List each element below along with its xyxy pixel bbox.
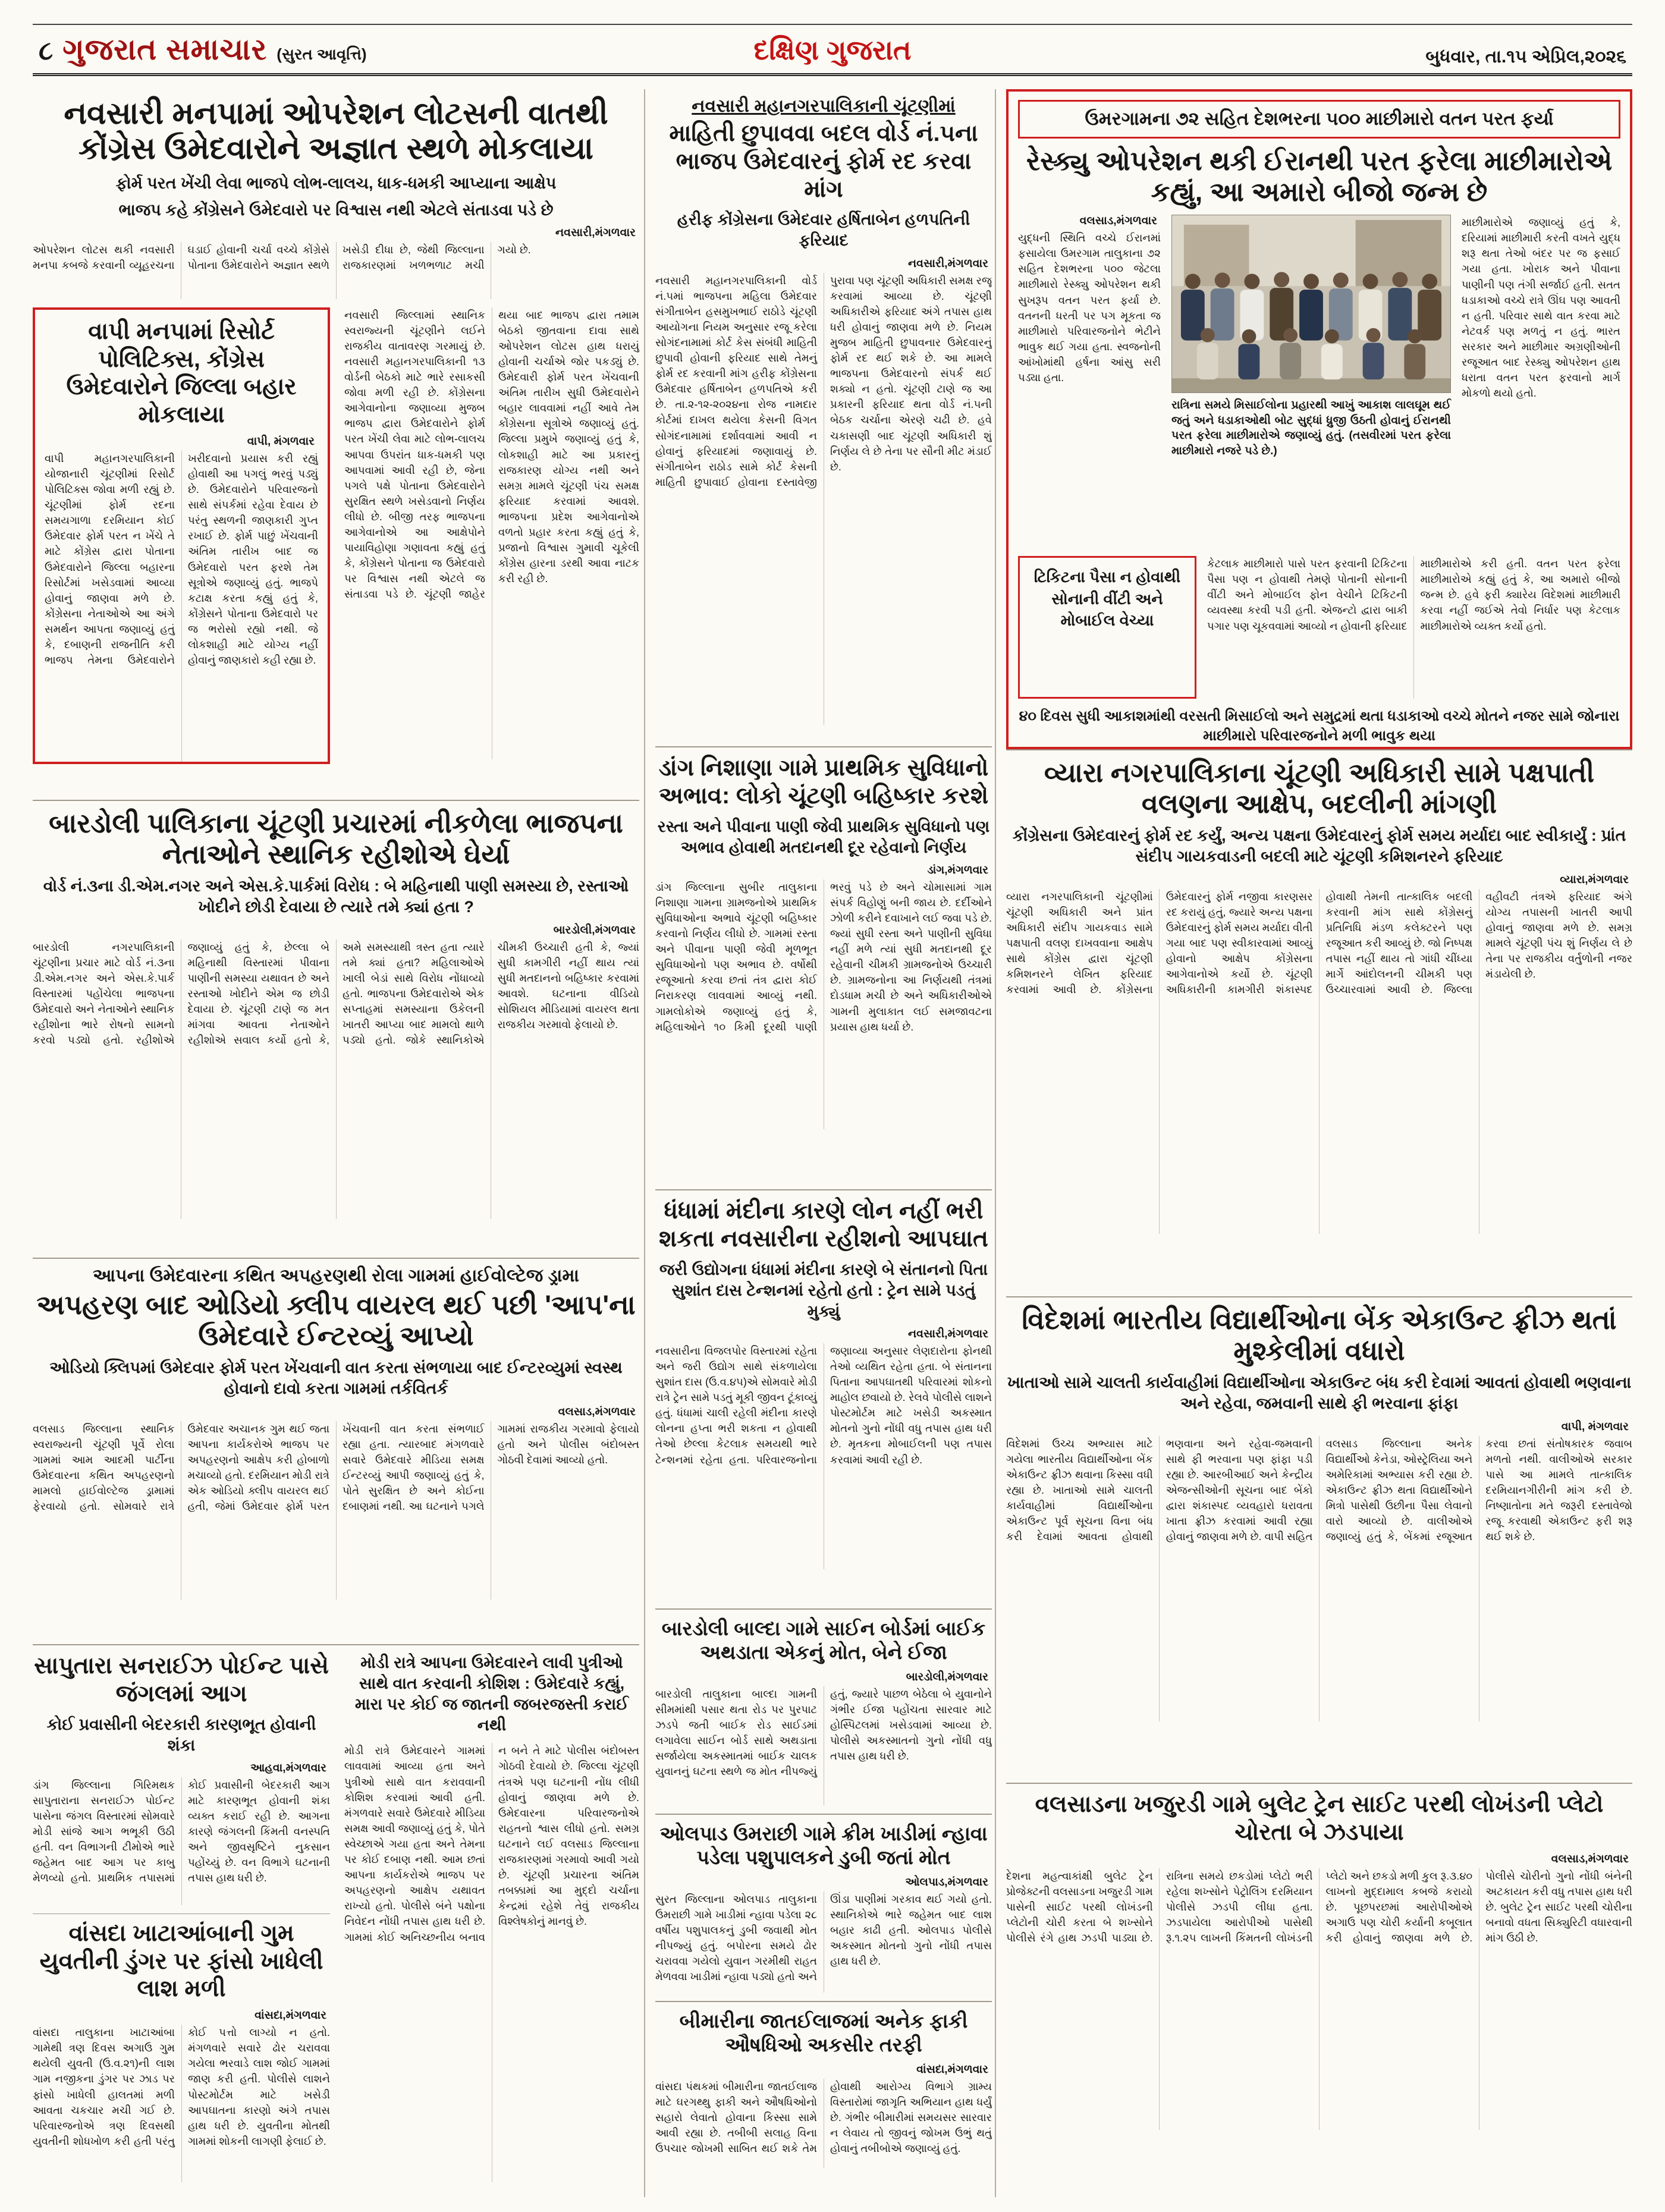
kicker: નવસારી મહાનગરપાલિકાની ચૂંટણીમાં xyxy=(692,96,956,116)
left-bottom-row xyxy=(33,1644,639,2182)
subhead: ખાતાઓ સામે ચાલતી કાર્યવાહીમાં વિદ્યાર્થીઓના એકાઉન્ટ બંધ કરી દેવામાં આવતાં હોવાથી ભણવાના અને રહેવા, જમવાની સાથે ફી ભરવાના ફાંફા xyxy=(1007,1374,1632,1413)
subhead: મોડી રાત્રે આપના ઉમેદવારને લાવી પુત્રીઓ સાથે વાત કરવાની કોશિશ : ઉમેદવારે કહ્યું, મારા પર કોઈ જ જાતની જબરજસ્તી કરાઈ નથી xyxy=(354,1654,629,1735)
headline: સાપુતારા સનરાઈઝ પોઈન્ટ પાસે જંગલમાં આગ xyxy=(34,1653,329,1707)
article-body: વાંસદા તાલુકાના ખાટાઆંબા ગામેથી ત્રણ દિવસ અગાઉ ગુમ થયેલી યુવતી (ઉ.વ.૨૧)ની લાશ ગામ નજીકના ડુંગર પર ઝાડ પર ફાંસો ખાધેલી હાલતમાં મળી આવતા ચકચાર મચી ગઈ છે. પરિવારજનોએ ત્રણ દિવસથી યુવતીની શોધખોળ કરી હતી પરંતુ કોઈ પત્તો લાગ્યો ન હતો. મંગળવારે સવારે ઢોર ચરાવવા ગયેલા ભરવાડે લાશ જોઈ ગામમાં જાણ કરી હતી. પોલીસે લાશને પોસ્ટમોર્ટમ માટે ખસેડી આપઘાતના કારણો અંગે તપાસ હાથ ધરી છે. યુવતીના મોતથી ગામમાં શોકની લાગણી ફેલાઈ છે. xyxy=(33,2026,330,2147)
article-navsari-suicide xyxy=(655,1189,992,1608)
dateline: વાપી, મંગળવાર xyxy=(1561,1420,1629,1433)
headline: વાપી મનપામાં રિસોર્ટ પોલિટિક્સ, કોંગ્રેસ ઉમેદવારોને જિલ્લા બહાર મોકલાયા xyxy=(66,318,297,428)
subhead: વોર્ડ નં.૩ના ડી.એમ.નગર અને એસ.કે.પાર્કમાં વિરોધ : બે મહિનાથી પાણી સમસ્યા છે, રસ્તાઓ ખોદીને છોડી દેવાયા છે ત્યારે તમે ક્યાં હતા ? xyxy=(43,877,629,916)
subhead: રસ્તા અને પીવાના પાણી જેવી પ્રાથમિક સુવિધાનો પણ અભાવ હોવાથી મતદાનથી દૂર રહેવાનો નિર્ણય xyxy=(657,817,990,856)
subhead: ભાજપ કહે કોંગ્રેસને ઉમેદવારો પર વિશ્વાસ નથી એટલે સંતાડવા પડે છે xyxy=(118,200,554,219)
dateline: વાપી, મંગળવાર xyxy=(247,435,315,448)
article-body: કેટલાક માછીમારો પાસે પરત ફરવાની ટિકિટના પૈસા પણ ન હોવાથી તેમણે પોતાની સોનાની વીંટી અને મોબાઈલ ફોન વેચીને ટિકિટની વ્યવસ્થા કરવી પડી હતી. એજન્ટો દ્વારા બાકી પગાર પણ ચૂકવવામાં આવ્યો ન હોવાની ફરિયાદ માછીમારોએ કરી હતી. વતન પરત ફરેલા માછીમારોએ કહ્યું હતું કે, આ અમારો બીજો જન્મ છે. હવે ફરી ક્યારેય વિદેશમાં માછીમારી કરવા નહીં જઈએ તેવો નિર્ધાર પણ કેટલાક માછીમારોએ વ્યક્ત કર્યો હતો. xyxy=(1207,558,1620,632)
article-body: યુદ્ધની સ્થિતિ વચ્ચે ઈરાનમાં ફસાયેલા ઉમરગામ તાલુકાના ૭૨ સહિત દેશભરના ૫૦૦ જેટલા માછીમારો રેસ્ક્યુ ઓપરેશન થકી સુખરૂપ વતન પરત ફર્યા છે. વતનની ધરતી પર પગ મૂકતા જ માછીમારો પરિવારજનોને ભેટીને ભાવુક થઈ ગયા હતા. સ્વજનોની આંખોમાંથી હર્ષના આંસુ સરી પડ્યા હતા. xyxy=(1018,232,1161,384)
right-band xyxy=(1006,89,1632,2197)
article-olpad-drowning xyxy=(655,1814,992,2001)
article-body: માછીમારોએ જણાવ્યું હતું કે, દરિયામાં માછીમારી કરતી વખતે યુદ્ધ શરૂ થતા તેઓ બંદર પર જ ફસાઈ ગયા હતા. ખોરાક અને પીવાના પાણીની પણ તંગી સર્જાઈ હતી. સતત ધડાકાઓ વચ્ચે રાત્રે ઊંઘ પણ આવતી ન હતી. પરિવાર સાથે વાત કરવા માટે નેટવર્ક પણ મળતું ન હતું. ભારત સરકાર અને માછીમાર અગ્રણીઓની રજૂઆત બાદ રેસ્ક્યુ ઓપરેશન હાથ ધરાતા વતન પરત ફરવાનો માર્ગ મોકળો થયો હતો. xyxy=(1462,216,1620,400)
headline: બારડોલી પાલિકાના ચૂંટણી પ્રચારમાં નીકળેલા ભાજપના નેતાઓને સ્થાનિક રહીશોએ ઘેર્યા xyxy=(49,808,623,870)
headline: વલસાડના ખજુરડી ગામે બુલેટ ટ્રેન સાઈટ પરથી લોખંડની પ્લેટો ચોરતા બે ઝડપાયા xyxy=(1035,1792,1604,1845)
pull-quote: ટિકિટના પૈસા ન હોવાથી સોનાની વીંટી અને મોબાઈલ વેચ્યા xyxy=(1018,556,1196,699)
subhead: ફોર્મ પરત ખેંચી લેવા ભાજપે લોભ-લાલચ, ધાક-ધમકી આપ્યાના આક્ષેપ xyxy=(115,174,557,192)
article-body: વિદેશમાં ઉચ્ચ અભ્યાસ માટે ગયેલા ભારતીય વિદ્યાર્થીઓના બેંક એકાઉન્ટ ફ્રીઝ થવાના કિસ્સા વધી રહ્યા છે. ખાતાઓ સામે ચાલતી કાર્યવાહીમાં વિદ્યાર્થીઓના એકાઉન્ટ પૂર્વ સૂચના વિના બંધ કરી દેવામાં આવતા હોવાથી ભણવાના અને રહેવા-જમવાની સાથે ફી ભરવાના પણ ફાંફા પડી રહ્યા છે. આરબીઆઈ અને કેન્દ્રીય એજન્સીઓની સૂચના બાદ બેંકો દ્વારા શંકાસ્પદ વ્યવહારો ધરાવતા ખાતા ફ્રીઝ કરવામાં આવી રહ્યા હોવાનું જાણવા મળે છે. વાપી સહિત વલસાડ જિલ્લાના અનેક વિદ્યાર્થીઓ કેનેડા, ઓસ્ટ્રેલિયા અને અમેરિકામાં અભ્યાસ કરી રહ્યા છે. એકાઉન્ટ ફ્રીઝ થતા વિદ્યાર્થીઓને મિત્રો પાસેથી ઉછીના પૈસા લેવાનો વારો આવ્યો છે. વાલીઓએ જણાવ્યું હતું કે, બેંકમાં રજૂઆત કરવા છતાં સંતોષકારક જવાબ મળતો નથી. વાલીઓએ સરકાર પાસે આ મામલે તાત્કાલિક દરમિયાનગીરીની માંગ કરી છે. નિષ્ણાતોના મતે જરૂરી દસ્તાવેજો રજૂ કરવાથી એકાઉન્ટ ફરી શરૂ થઈ શકે છે. xyxy=(1006,1437,1632,1543)
dateline: વલસાડ,મંગળવાર xyxy=(1079,215,1157,228)
article-body: ડાંગ જિલ્લાના સુબીર તાલુકાના નિશાણા ગામના ગ્રામજનોએ પ્રાથમિક સુવિધાઓના અભાવે ચૂંટણી બહિષ્કાર કરવાનો નિર્ણય લીધો છે. ગામમાં રસ્તા અને પીવાના પાણી જેવી મૂળભૂત સુવિધાઓનો પણ અભાવ છે. વર્ષોથી રજૂઆતો કરવા છતાં તંત્ર દ્વારા કોઈ નિરાકરણ લાવવામાં આવ્યું નથી. ગામલોકોએ જણાવ્યું હતું કે, મહિલાઓને ૧૦ કિમી દૂરથી પાણી ભરવું પડે છે અને ચોમાસામાં ગામ સંપર્ક વિહોણું બની જાય છે. દર્દીઓને ઝોળી કરીને દવાખાને લઈ જવા પડે છે. જ્યાં સુધી રસ્તા અને પાણીની સુવિધા નહીં મળે ત્યાં સુધી મતદાનથી દૂર રહેવાની ચીમકી ગ્રામજનોએ ઉચ્ચારી છે. ગ્રામજનોના આ નિર્ણયથી તંત્રમાં દોડધામ મચી છે અને અધિકારીઓએ ગામની મુલાકાત લઈ સમજાવટના પ્રયાસ હાથ ધર્યા છે. xyxy=(655,881,992,1033)
article-bardoli-protest xyxy=(33,800,639,1258)
bold-summary-line: ૪૦ દિવસ સુધી આકાશમાંથી વરસતી મિસાઈલો અને સમુદ્રમાં થતા ધડાકાઓ વચ્ચે મોતને નજર સામે જોનારા માછીમારો પરિવારજનોને મળી ભાવુક થયા xyxy=(1019,708,1620,744)
article-aap-kidnap-continued xyxy=(344,1652,639,2178)
dateline: બારડોલી,મંગળવાર xyxy=(553,923,636,937)
article-form-cancel-demand xyxy=(655,89,992,746)
fishermen-group-photo xyxy=(1171,215,1451,393)
headline: ડાંગ નિશાણા ગામે પ્રાથમિક સુવિધાનો અભાવ: લોકો ચૂંટણી બહિષ્કાર કરશે xyxy=(658,755,989,809)
headline: માહિતી છુપાવવા બદલ વોર્ડ નં.૫ના ભાજપ ઉમેદવારનું ફોર્મ રદ કરવા માંગ xyxy=(669,121,978,202)
article-vyara-officer xyxy=(1006,749,1632,1296)
article-vansda-body-found xyxy=(33,1913,330,2182)
dateline: નવસારી,મંગળવાર xyxy=(908,257,988,270)
page-number: ૮ xyxy=(39,36,54,65)
article-body: નવસારીના વિજલપોર વિસ્તારમાં રહેતા અને જરી ઉદ્યોગ સાથે સંકળાયેલા સુશાંત દાસ (ઉ.વ.૪૫)એ સોમવારે મોડી રાત્રે ટ્રેન સામે પડતું મૂકી જીવન ટૂંકાવ્યું હતું. ધંધામાં ચાલી રહેલી મંદીના કારણે લોનના હપ્તા ભરી શકતા ન હોવાથી તેઓ છેલ્લા કેટલાક સમયથી ભારે ટેન્શનમાં રહેતા હતા. પરિવારજનોના જણાવ્યા અનુસાર લેણદારોના ફોનથી તેઓ વ્યથિત રહેતા હતા. બે સંતાનના પિતાના આપઘાતથી પરિવારમાં શોકનો માહોલ છવાયો છે. રેલવે પોલીસે લાશને પોસ્ટમોર્ટમ માટે ખસેડી અકસ્માત મોતનો ગુનો નોંધી વધુ તપાસ હાથ ધરી છે. મૃતકના મોબાઈલની પણ તપાસ કરવામાં આવી રહી છે. xyxy=(655,1344,992,1466)
article-body: નવસારી મહાનગરપાલિકાની વોર્ડ નં.૫માં ભાજપના મહિલા ઉમેદવાર સંગીતાબેન હસમુખભાઈ રાઠોડે ચૂંટણી આયોગના નિયમ અનુસાર રજૂ કરેલા સોગંદનામામાં કોર્ટ કેસ સંબંધી માહિતી છુપાવી હોવાની ફરિયાદ સાથે તેમનું ફોર્મ રદ કરવાની માંગ હરીફ કોંગ્રેસના ઉમેદવાર હર્ષિતાબેન હળપતિએ કરી છે. તા.૨-૧૨-૨૦૨૪ના રોજ નામદાર કોર્ટમાં દાખલ થયેલા કેસની વિગત સોગંદનામામાં દર્શાવવામાં આવી ન હોવાનું ફરિયાદમાં જણાવાયું છે. સંગીતાબેન રાઠોડ સામે કોર્ટ કેસની માહિતી છુપાવાઈ હોવાના દસ્તાવેજી પુરાવા પણ ચૂંટણી અધિકારી સમક્ષ રજૂ કરવામાં આવ્યા છે. ચૂંટણી અધિકારીએ ફરિયાદ અંગે તપાસ હાથ ધરી હોવાનું જાણવા મળે છે. નિયમ મુજબ માહિતી છુપાવનાર ઉમેદવારનું ફોર્મ રદ થઈ શકે છે. આ મામલે ભાજપના ઉમેદવારનો સંપર્ક થઈ શક્યો ન હતો. ચૂંટણી ટાણે જ આ પ્રકારની ફરિયાદ થતા વોર્ડ નં.૫ની બેઠક ચર્ચાના એરણે ચઢી છે. હવે ચકાસણી બાદ ચૂંટણી અધિકારી શું નિર્ણય લે છે તેના પર સૌની મીટ મંડાઈ છે. xyxy=(655,274,992,488)
article-body: ડાંગ જિલ્લાના ગિરિમથક સાપુતારાના સનરાઈઝ પોઈન્ટ પાસેના જંગલ વિસ્તારમાં સોમવારે મોડી સાંજે આગ ભભૂકી ઉઠી હતી. વન વિભાગની ટીમોએ ભારે જહેમત બાદ આગ પર કાબુ મેળવ્યો હતો. પ્રાથમિક તપાસમાં કોઈ પ્રવાસીની બેદરકારી આગ માટે કારણભૂત હોવાની શંકા વ્યક્ત કરાઈ રહી છે. આગના કારણે જંગલની કિંમતી વનસ્પતિ અને જીવસૃષ્ટિને નુકસાન પહોંચ્યું છે. વન વિભાગે ઘટનાની તપાસ હાથ ધરી છે. xyxy=(33,1779,330,1884)
subhead: હરીફ કોંગ્રેસના ઉમેદવાર હર્ષિતાબેન હળપતિની ફરિયાદ xyxy=(677,210,970,250)
article-body: બારડોલી તાલુકાના બાલ્દા ગામની સીમમાંથી પસાર થતા રોડ પર પુરપાટ ઝડપે જતી બાઈક રોડ સાઈડમાં લગાવેલા સાઈન બોર્ડ સાથે અથડાતા સર્જાયેલા અકસ્માતમાં બાઈક ચાલક યુવાનનું ઘટના સ્થળે જ મોત નીપજ્યું હતું, જ્યારે પાછળ બેઠેલા બે યુવાનોને ગંભીર ઈજા પહોંચતા સારવાર માટે હોસ્પિટલમાં ખસેડવામાં આવ્યા છે. પોલીસે અકસ્માતનો ગુનો નોંધી વધુ તપાસ હાથ ધરી છે. xyxy=(655,1688,992,1777)
headline: ધંધામાં મંદીના કારણે લોન નહીં ભરી શકતા નવસારીના રહીશનો આપઘાત xyxy=(659,1198,988,1252)
dateline: વાંસદા,મંગળવાર xyxy=(255,2009,326,2022)
dateline: વાંસદા,મંગળવાર xyxy=(916,2063,988,2076)
article-body: વલસાડ જિલ્લાના સ્થાનિક સ્વરાજ્યની ચૂંટણી પૂર્વે રોલા ગામમાં આમ આદમી પાર્ટીના ઉમેદવારના કથિત અપહરણનો મામલો હાઈવોલ્ટેજ ડ્રામામાં ફેરવાયો હતો. સોમવારે રાત્રે ઉમેદવાર અચાનક ગુમ થઈ જતા આપના કાર્યકરોએ ભાજપ પર અપહરણનો આક્ષેપ કરી હોબાળો મચાવ્યો હતો. દરમિયાન મોડી રાત્રે એક ઓડિયો ક્લીપ વાયરલ થઈ હતી, જેમાં ઉમેદવાર ફોર્મ પરત ખેંચવાની વાત કરતા સંભળાઈ રહ્યા હતા. ત્યારબાદ મંગળવારે સવારે ઉમેદવારે મીડિયા સમક્ષ ઈન્ટરવ્યું આપી જણાવ્યું હતું કે, પોતે સુરક્ષિત છે અને કોઈના દબાણમાં નથી. આ ઘટનાને પગલે ગામમાં રાજકીય ગરમાવો ફેલાયો હતો અને પોલીસ બંદોબસ્ત ગોઠવી દેવામાં આવ્યો હતો. xyxy=(33,1422,639,1513)
kicker: આપના ઉમેદવારના કથિત અપહરણથી રોલા ગામમાં હાઈવોલ્ટેજ ડ્રામા xyxy=(93,1266,579,1286)
headline: નવસારી મનપામાં ઓપરેશન લોટસની વાતથી કોંગ્રેસ ઉમેદવારોને અજ્ઞાત સ્થળે મોકલાયા xyxy=(64,96,608,166)
dateline: વ્યારા,મંગળવાર xyxy=(1560,873,1629,886)
article-body: સુરત જિલ્લાના ઓલપાડ તાલુકાના ઉમરાછી ગામે ખાડીમાં ન્હાવા પડેલા ૨૮ વર્ષીય પશુપાલકનું ડુબી જવાથી મોત નીપજ્યું હતું. બપોરના સમયે ઢોર ચરાવવા ગયેલો યુવાન ગરમીથી રાહત મેળવવા ખાડીમાં ન્હાવા પડ્યો હતો અને ઊંડા પાણીમાં ગરકાવ થઈ ગયો હતો. સ્થાનિકોએ ભારે જહેમત બાદ લાશ બહાર કાઢી હતી. ઓલપાડ પોલીસે અકસ્માત મોતનો ગુનો નોંધી તપાસ હાથ ધરી છે. xyxy=(655,1893,992,1982)
dateline: બારડોલી,મંગળવાર xyxy=(906,1670,988,1683)
dateline: નવસારી,મંગળવાર xyxy=(555,226,636,239)
headline: બીમારીના જાતઈલાજમાં અનેક ફાકી ઔષધિઓ અકસીર તરફી xyxy=(679,2010,968,2056)
subhead: જરી ઉદ્યોગના ધંધામાં મંદીના કારણે બે સંતાનનો પિતા સુશાંત દાસ ટેન્શનમાં રહેતો હતો : ટ્રેન સામે પડતું મુક્યું xyxy=(659,1260,988,1320)
middle-band xyxy=(655,89,992,2197)
article-body: બારડોલી નગરપાલિકાની ચૂંટણીના પ્રચાર માટે વોર્ડ નં.૩ના ડી.એમ.નગર અને એસ.કે.પાર્ક વિસ્તારમાં પહોંચેલા ભાજપના ઉમેદવારો અને નેતાઓને સ્થાનિક રહીશોના ભારે રોષનો સામનો કરવો પડ્યો હતો. રહીશોએ જણાવ્યું હતું કે, છેલ્લા બે મહિનાથી વિસ્તારમાં પીવાના પાણીની સમસ્યા યથાવત છે અને રસ્તાઓ ખોદીને એમ જ છોડી દેવાયા છે. ચૂંટણી ટાણે જ મત માંગવા આવતા નેતાઓને રહીશોએ સવાલ કર્યો હતો કે, અમે સમસ્યાથી ત્રસ્ત હતા ત્યારે તમે ક્યાં હતા? મહિલાઓએ ખાલી બેડાં સાથે વિરોધ નોંધાવ્યો હતો. ભાજપના ઉમેદવારોએ એક સપ્તાહમાં સમસ્યાના ઉકેલની ખાતરી આપ્યા બાદ મામલો થાળે પડ્યો હતો. જોકે સ્થાનિકોએ ચીમકી ઉચ્ચારી હતી કે, જ્યાં સુધી કામગીરી નહીં થાય ત્યાં સુધી મતદાનનો બહિષ્કાર કરવામાં આવશે. ઘટનાના વીડિયો સોશિયલ મીડિયામાં વાયરલ થતા રાજકીય ગરમાવો ફેલાયો છે. xyxy=(33,941,639,1047)
article-body: દેશના મહત્વાકાંક્ષી બુલેટ ટ્રેન પ્રોજેક્ટની વલસાડના ખજુરડી ગામ પાસેની સાઈટ પરથી લોખંડની પ્લેટોની ચોરી કરતા બે શખ્સોને પોલીસે રંગે હાથ ઝડપી પાડ્યા છે. રાત્રિના સમયે છકડોમાં પ્લેટો ભરી રહેલા શખ્સોને પેટ્રોલિંગ દરમિયાન પોલીસે ઝડપી લીધા હતા. ઝડપાયેલા આરોપીઓ પાસેથી રૂ.૧.૨૫ લાખની કિંમતની લોખંડની પ્લેટો અને છકડો મળી કુલ રૂ.૩.૪૦ લાખનો મુદ્દામાલ કબજે કરાયો છે. પૂછપરછમાં આરોપીઓએ અગાઉ પણ ચોરી કર્યાની કબૂલાત કરી હોવાનું જાણવા મળે છે. પોલીસે ચોરીનો ગુનો નોંધી બંનેની અટકાયત કરી વધુ તપાસ હાથ ધરી છે. બુલેટ ટ્રેન સાઈટ પરથી ચોરીના બનાવો વધતા સિક્યુરિટી વધારવાની માંગ ઉઠી છે. xyxy=(1006,1869,1632,1944)
left-band xyxy=(33,89,639,2197)
dateline: ઓલપાડ,મંગળવાર xyxy=(905,1875,988,1889)
article-student-accounts-frozen xyxy=(1006,1296,1632,1783)
strip-headline: ઉમરગામના ૭૨ સહિત દેશભરના ૫૦૦ માછીમારો વતન પરત ફર્યા xyxy=(1018,100,1620,139)
dateline: ડાંગ,મંગળવાર xyxy=(927,863,988,876)
page-header xyxy=(33,24,1632,76)
column-divider xyxy=(995,89,996,2197)
dateline: આહવા,મંગળવાર xyxy=(250,1761,326,1774)
article-aap-kidnap xyxy=(33,1258,639,1644)
headline: વ્યારા નગરપાલિકાના ચૂંટણી અધિકારી સામે પક્ષપાતી વલણના આક્ષેપ, બદલીની માંગણી xyxy=(1044,758,1595,819)
article-self-treatment xyxy=(655,2001,992,2179)
article-body: વાપી મહાનગરપાલિકાની યોજાનારી ચૂંટણીમાં રિસોર્ટ પોલિટિક્સ જોવા મળી રહ્યું છે. ચૂંટણીમાં ફોર્મ રદના સમયગાળા દરમિયાન કોઈ ઉમેદવાર ફોર્મ પરત ન ખેંચે તે માટે કોંગ્રેસ દ્વારા પોતાના ઉમેદવારોને જિલ્લા બહારના રિસોર્ટમાં ખસેડવામાં આવ્યા હોવાનું જાણવા મળે છે. કોંગ્રેસના નેતાઓએ આ અંગે સમર્થન આપતા જણાવ્યું હતું કે, દબાણની રાજનીતિ કરી ભાજપ તેમના ઉમેદવારોને ખરીદવાનો પ્રયાસ કરી રહ્યું હોવાથી આ પગલું ભરવું પડ્યું છે. ઉમેદવારોને પરિવારજનો સાથે સંપર્કમાં રહેવા દેવાય છે પરંતુ સ્થળની જાણકારી ગુપ્ત રખાઈ છે. ફોર્મ પાછું ખેંચવાની અંતિમ તારીખ બાદ જ ઉમેદવારો પરત ફરશે તેમ સૂત્રોએ જણાવ્યું હતું. ભાજપે કટાક્ષ કરતા કહ્યું હતું કે, કોંગ્રેસને પોતાના ઉમેદવારો પર જ ભરોસો રહ્યો નથી. જે લોકશાહી માટે યોગ્ય નહીં હોવાનું જાણકારો કહી રહ્યા છે. xyxy=(45,452,318,667)
dateline: વલસાડ,મંગળવાર xyxy=(558,1405,636,1418)
column-divider xyxy=(644,89,645,2197)
fishermen-photo-figure xyxy=(1171,215,1451,548)
article-fishermen-return xyxy=(1006,89,1632,749)
headline: રેસ્ક્યુ ઓપરેશન થકી ઈરાનથી પરત ફરેલા માછીમારોએ કહ્યું, આ અમારો બીજો જન્મ છે xyxy=(1026,145,1613,207)
article-body: નવસારી જિલ્લામાં સ્થાનિક સ્વરાજ્યની ચૂંટણીને લઈને રાજકીય વાતાવરણ ગરમાયું છે. નવસારી મહાનગરપાલિકાની ૧૩ વોર્ડની બેઠકો માટે ભારે રસાકસી જોવા મળી રહી છે. કોંગ્રેસના આગેવાનોના જણાવ્યા મુજબ ભાજપ દ્વારા ઉમેદવારોને ફોર્મ પરત ખેંચી લેવા માટે લોભ-લાલચ આપવા ઉપરાંત ધાક-ધમકી પણ આપવામાં આવી રહી છે, જેના પગલે પક્ષે પોતાના ઉમેદવારોને સુરક્ષિત સ્થળે ખસેડવાનો નિર્ણય લીધો છે. બીજી તરફ ભાજપના આગેવાનોએ આ આક્ષેપોને પાયાવિહોણા ગણાવતા કહ્યું હતું કે, કોંગ્રેસને પોતાના જ ઉમેદવારો પર વિશ્વાસ નથી એટલે જ સંતાડવા પડે છે. ચૂંટણી જાહેર થયા બાદ ભાજપ દ્વારા તમામ બેઠકો જીતવાના દાવા સાથે ઓપરેશન લોટસ હાથ ધરાયું હોવાની ચર્ચાએ જોર પકડ્યું છે. ઉમેદવારી ફોર્મ પરત ખેંચવાની અંતિમ તારીખ સુધી ઉમેદવારોને બહાર લાવવામાં નહીં આવે તેમ કોંગ્રેસના સૂત્રોએ જણાવ્યું હતું. જિલ્લા પ્રમુખે જણાવ્યું હતું કે, લોકશાહી માટે આ પ્રકારનું રાજકારણ યોગ્ય નથી અને સમગ્ર મામલે ચૂંટણી પંચ સમક્ષ ફરિયાદ કરવામાં આવશે. ભાજપના પ્રદેશ આગેવાનોએ વળતો પ્રહાર કરતા કહ્યું હતું કે, પ્રજાનો વિશ્વાસ ગુમાવી ચૂકેલી કોંગ્રેસ હારના ડરથી આવા નાટક કરી રહી છે. xyxy=(344,309,639,601)
article-body: મોડી રાત્રે ઉમેદવારને ગામમાં લાવવામાં આવ્યા હતા અને પુત્રીઓ સાથે વાત કરાવવાની કોશિશ કરવામાં આવી હતી. મંગળવારે સવારે ઉમેદવારે મીડિયા સમક્ષ આવી જણાવ્યું હતું કે, પોતે સ્વેચ્છાએ ગયા હતા અને તેમના પર કોઈ દબાણ નથી. આમ છતાં આપના કાર્યકરોએ ભાજપ પર અપહરણનો આક્ષેપ યથાવત રાખ્યો હતો. પોલીસે બંને પક્ષોના નિવેદન નોંધી તપાસ હાથ ધરી છે. ગામમાં કોઈ અનિચ્છનીય બનાવ ન બને તે માટે પોલીસ બંદોબસ્ત ગોઠવી દેવાયો છે. જિલ્લા ચૂંટણી તંત્રએ પણ ઘટનાની નોંધ લીધી હોવાનું જાણવા મળે છે. ઉમેદવારના પરિવારજનોએ રાહતનો શ્વાસ લીધો હતો. સમગ્ર ઘટનાને લઈ વલસાડ જિલ્લાના રાજકારણમાં ગરમાવો આવી ગયો છે. ચૂંટણી પ્રચારના અંતિમ તબક્કામાં આ મુદ્દો ચર્ચાના કેન્દ્રમાં રહેશે તેવું રાજકીય વિશ્લેષકોનું માનવું છે. xyxy=(344,1745,639,1943)
headline: વાંસદા ખાટાઆંબાની ગુમ યુવતીની ડુંગર પર ફાંસો ખાધેલી લાશ મળી xyxy=(39,1920,323,2002)
masthead-group xyxy=(39,32,367,67)
subhead: ઓડિયો ક્લિપમાં ઉમેદવાર ફોર્મ પરત ખેંચવાની વાત કરતા સંભળાયા બાદ ઈન્ટરવ્યુમાં સ્વસ્થ હોવાનો દાવો કરતા ગામમાં તર્કવિતર્ક xyxy=(49,1359,623,1398)
newspaper-logo: ગુજરાત સમાચાર xyxy=(62,33,268,66)
dateline: નવસારી,મંગળવાર xyxy=(908,1327,988,1340)
issue-date: બુધવાર, તા.૧૫ એપ્રિલ,૨૦૨૬ xyxy=(1425,47,1626,67)
section-title: દક્ષિણ ગુજરાત xyxy=(753,34,912,65)
headline: બારડોલી બાલ્દા ગામે સાઈન બોર્ડમાં બાઈક અથડાતા એકનું મોત, બેને ઈજા xyxy=(661,1617,986,1664)
article-vapi-resort xyxy=(33,307,330,764)
article-balda-accident xyxy=(655,1608,992,1814)
article-intro: ઓપરેશન લોટસ થકી નવસારી મનપા કબજે કરવાની વ્યૂહરચના ઘડાઈ હોવાની ચર્ચા વચ્ચે કોંગ્રેસે પોતાના ઉમેદવારોને અજ્ઞાત સ્થળે ખસેડી દીધા છે, જેથી જિલ્લાના રાજકારણમાં ખળભળાટ મચી ગયો છે. xyxy=(33,243,531,271)
article-dang-boycott xyxy=(655,746,992,1189)
subhead: કોઈ પ્રવાસીની બેદરકારી કારણભૂત હોવાની શંકા xyxy=(46,1715,316,1754)
subhead: કોંગ્રેસના ઉમેદવારનું ફોર્મ રદ કર્યું, અન્ય પક્ષના ઉમેદવારનું ફોર્મ સમય મર્યાદા બાદ સ્વીકાર્યું : પ્રાંત સંદીપ ગાયકવાડની બદલી માટે ચૂંટણી કમિશનરને ફરિયાદ xyxy=(1012,827,1626,866)
article-operation-lotus xyxy=(33,89,639,800)
article-bullet-train-theft xyxy=(1006,1783,1632,2175)
headline: વિદેશમાં ભારતીય વિદ્યાર્થીઓના બેંક એકાઉન્ટ ફ્રીઝ થતાં મુશ્કેલીમાં વધારો xyxy=(1022,1305,1617,1366)
dateline: વલસાડ,મંગળવાર xyxy=(1551,1852,1629,1865)
headline: ઓલપાડ ઉમરાછી ગામે ક્રીમ ખાડીમાં ન્હાવા પડેલા પશુપાલકને ડુબી જતાં મોત xyxy=(659,1823,988,1869)
photo-caption: રાત્રિના સમયે મિસાઈલોના પ્રહારથી આખું આકાશ લાલઘૂમ થઈ જતું અને ધડાકાઓથી બોટ સુદ્ધાં ધ્રુજી ઉઠતી હોવાનું ઈરાનથી પરત ફરેલા માછીમારોએ જણાવ્યું હતું. (તસવીરમાં પરત ફરેલા માછીમારો નજરે પડે છે.) xyxy=(1171,399,1451,458)
article-body: વાંસદા પંથકમાં બીમારીના જાતઈલાજ માટે ઘરગથ્થુ ફાકી અને ઔષધિઓનો સહારો લેવાતો હોવાના કિસ્સા સામે આવી રહ્યા છે. તબીબી સલાહ વિના ઉપચાર જોખમી સાબિત થઈ શકે તેમ હોવાથી આરોગ્ય વિભાગે ગ્રામ્ય વિસ્તારોમાં જાગૃતિ અભિયાન હાથ ધર્યું છે. ગંભીર બીમારીમાં સમયસર સારવાર ન લેવાય તો જીવનું જોખમ ઉભું થતું હોવાનું તબીબોએ જણાવ્યું હતું. xyxy=(655,2080,992,2154)
edition-label: (સુરત આવૃત્તિ) xyxy=(277,45,367,63)
article-saputara-fire xyxy=(33,1652,330,1905)
article-body: વ્યારા નગરપાલિકાની ચૂંટણીમાં ચૂંટણી અધિકારી અને પ્રાંત અધિકારી સંદીપ ગાયકવાડ સામે પક્ષપાતી વલણ દાખવવાના આક્ષેપ સાથે કોંગ્રેસ દ્વારા ચૂંટણી કમિશનરને લેખિત ફરિયાદ કરવામાં આવી છે. કોંગ્રેસના ઉમેદવારનું ફોર્મ નજીવા કારણસર રદ કરાયું હતું, જ્યારે અન્ય પક્ષના ઉમેદવારનું ફોર્મ સમય મર્યાદા વીતી ગયા બાદ પણ સ્વીકારવામાં આવ્યું હોવાનો આક્ષેપ કોંગ્રેસના આગેવાનોએ કર્યો છે. ચૂંટણી અધિકારીની કામગીરી શંકાસ્પદ હોવાથી તેમની તાત્કાલિક બદલી કરવાની માંગ સાથે કોંગ્રેસનું પ્રતિનિધિ મંડળ કલેક્ટરને પણ રજૂઆત કરી આવ્યું છે. જો નિષ્પક્ષ તપાસ નહીં થાય તો ગાંધી ચીંધ્યા માર્ગે આંદોલનની ચીમકી પણ ઉચ્ચારવામાં આવી છે. જિલ્લા વહીવટી તંત્રએ ફરિયાદ અંગે યોગ્ય તપાસની ખાતરી આપી હોવાનું જાણવા મળે છે. સમગ્ર મામલે ચૂંટણી પંચ શું નિર્ણય લે છે તેના પર રાજકીય વર્તુળોની નજર મંડાયેલી છે. xyxy=(1006,890,1632,996)
headline: અપહરણ બાદ ઓડિયો ક્લીપ વાયરલ થઈ પછી 'આપ'ના ઉમેદવારે ઈન્ટરવ્યું આપ્યો xyxy=(36,1290,636,1352)
